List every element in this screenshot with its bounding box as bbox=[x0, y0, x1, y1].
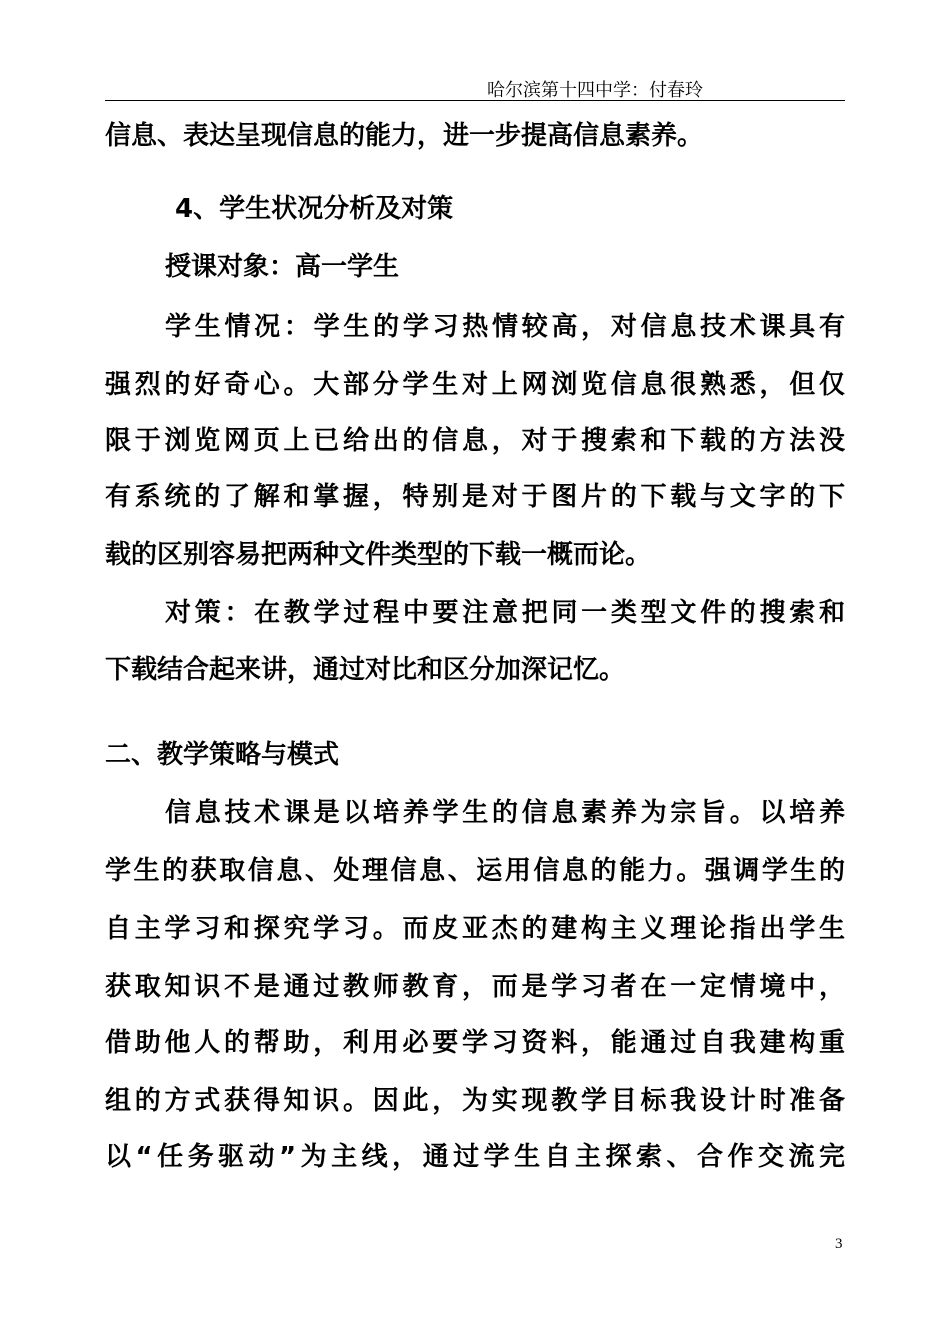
body-line: 授课对象：高一学生 bbox=[165, 252, 400, 282]
page-header: 哈尔滨第十四中学：付春玲 bbox=[487, 80, 703, 101]
body-line: 以“任务驱动”为主线，通过学生自主探索、合作交流完 bbox=[105, 1142, 845, 1172]
body-line: 强烈的好奇心。大部分学生对上网浏览信息很熟悉，但仅 bbox=[105, 370, 845, 400]
body-line: 信息技术课是以培养学生的信息素养为宗旨。以培养 bbox=[165, 798, 845, 828]
header-rule bbox=[105, 100, 845, 101]
body-line: 有系统的了解和掌握，特别是对于图片的下载与文字的下 bbox=[105, 482, 845, 512]
body-line: 组的方式获得知识。因此，为实现教学目标我设计时准备 bbox=[105, 1086, 845, 1116]
body-line: 借助他人的帮助，利用必要学习资料，能通过自我建构重 bbox=[105, 1028, 845, 1058]
body-line: 限于浏览网页上已给出的信息，对于搜索和下载的方法没 bbox=[105, 426, 845, 456]
body-line: 学生的获取信息、处理信息、运用信息的能力。强调学生的 bbox=[105, 856, 845, 886]
body-line: 获取知识不是通过教师教育，而是学习者在一定情境中， bbox=[105, 972, 845, 1002]
body-line: 载的区别容易把两种文件类型的下载一概而论。 bbox=[105, 540, 652, 570]
section-heading: 二、教学策略与模式 bbox=[105, 740, 340, 770]
section-heading: 4、学生状况分析及对策 bbox=[175, 194, 454, 224]
body-line: 自主学习和探究学习。而皮亚杰的建构主义理论指出学生 bbox=[105, 914, 845, 944]
body-line: 信息、表达呈现信息的能力，进一步提高信息素养。 bbox=[105, 121, 704, 151]
body-line: 对策：在教学过程中要注意把同一类型文件的搜索和 bbox=[165, 598, 845, 628]
body-line: 学生情况：学生的学习热情较高，对信息技术课具有 bbox=[165, 312, 845, 342]
page-number: 3 bbox=[835, 1236, 843, 1252]
body-line: 下载结合起来讲，通过对比和区分加深记忆。 bbox=[105, 655, 626, 685]
